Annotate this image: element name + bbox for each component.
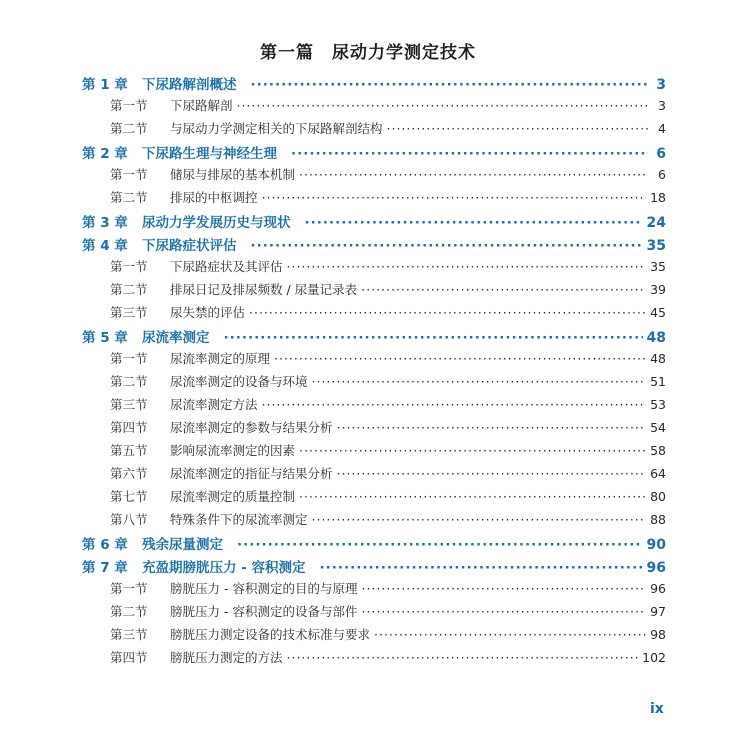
dot-leader <box>237 537 643 553</box>
toc-entry-page: 4 <box>658 121 666 136</box>
toc-entry[interactable] <box>82 441 666 464</box>
dot-leader <box>251 238 643 254</box>
toc-entry-title: 膀胱压力测定的方法 <box>170 650 283 665</box>
toc-entry-number: 第二节 <box>110 282 148 297</box>
toc-entry-title: 储尿与排尿的基本机制 <box>170 167 296 182</box>
toc-entry[interactable] <box>82 73 666 96</box>
toc-entry[interactable] <box>82 395 666 418</box>
toc-entry[interactable] <box>82 464 666 487</box>
dot-leader <box>361 581 646 596</box>
dot-leader <box>299 489 646 504</box>
toc-entry-page: 64 <box>650 466 666 481</box>
toc-entry[interactable] <box>82 556 666 579</box>
toc-entry-number: 第六节 <box>110 466 148 481</box>
toc-entry-title: 排尿日记及排尿频数 / 尿量记录表 <box>170 282 358 297</box>
toc-entry-number: 第五节 <box>110 443 148 458</box>
table-of-contents <box>82 73 666 671</box>
toc-entry-page: 98 <box>650 627 666 642</box>
toc-entry[interactable] <box>82 625 666 648</box>
toc-entry-number: 第 2 章 <box>82 146 128 162</box>
toc-entry-page: 3 <box>656 77 666 93</box>
toc-entry-number: 第二节 <box>110 604 148 619</box>
toc-entry-title: 膀胱压力 - 容积测定的设备与部件 <box>170 604 358 619</box>
toc-entry[interactable] <box>82 510 666 533</box>
toc-entry[interactable] <box>82 372 666 395</box>
dot-leader <box>287 259 647 274</box>
toc-entry[interactable] <box>82 418 666 441</box>
toc-entry-title: 下尿路解剖 <box>170 98 233 113</box>
toc-entry-page: 96 <box>650 581 666 596</box>
part-title: 第一篇 尿动力学测定技术 <box>260 43 476 63</box>
toc-entry-page: 54 <box>650 420 666 435</box>
toc-entry[interactable] <box>82 188 666 211</box>
toc-entry-title: 尿流率测定的质量控制 <box>170 489 296 504</box>
toc-entry-title: 下尿路生理与神经生理 <box>142 146 277 162</box>
toc-entry-page: 6 <box>658 167 666 182</box>
toc-entry-page: 96 <box>646 560 666 576</box>
toc-entry-page: 80 <box>650 489 666 504</box>
toc-entry-page: 6 <box>656 146 666 162</box>
dot-leader <box>291 146 648 162</box>
dot-leader <box>387 121 648 136</box>
toc-entry-page: 18 <box>650 190 666 205</box>
toc-entry-number: 第一节 <box>110 351 148 366</box>
toc-entry[interactable] <box>82 602 666 625</box>
dot-leader <box>262 190 647 205</box>
toc-entry-page: 53 <box>650 397 666 412</box>
toc-entry-number: 第三节 <box>110 627 148 642</box>
toc-entry-number: 第二节 <box>110 374 148 389</box>
toc-entry[interactable] <box>82 579 666 602</box>
toc-entry-page: 45 <box>650 305 666 320</box>
toc-entry-page: 58 <box>650 443 666 458</box>
toc-entry-title: 排尿的中枢调控 <box>170 190 258 205</box>
toc-entry-page: 51 <box>650 374 666 389</box>
toc-entry[interactable] <box>82 533 666 556</box>
toc-entry-title: 尿流率测定的原理 <box>170 351 271 366</box>
toc-entry-page: 102 <box>642 650 666 665</box>
dot-leader <box>361 604 646 619</box>
toc-entry-number: 第 5 章 <box>82 330 128 346</box>
dot-leader <box>237 98 648 113</box>
dot-leader <box>287 650 639 665</box>
toc-entry-title: 膀胱压力 - 容积测定的目的与原理 <box>170 581 358 596</box>
dot-leader <box>262 397 647 412</box>
toc-entry[interactable] <box>82 349 666 372</box>
toc-entry-title: 下尿路解剖概述 <box>142 77 237 93</box>
toc-entry-number: 第 7 章 <box>82 560 128 576</box>
dot-leader <box>305 215 643 231</box>
toc-entry-number: 第一节 <box>110 98 148 113</box>
toc-entry[interactable] <box>82 119 666 142</box>
toc-entry-title: 与尿动力学测定相关的下尿路解剖结构 <box>170 121 383 136</box>
page-number: ix <box>650 701 664 717</box>
dot-leader <box>374 627 646 642</box>
dot-leader <box>251 77 649 93</box>
toc-entry-title: 充盈期膀胱压力 - 容积测定 <box>142 560 306 576</box>
toc-entry-number: 第三节 <box>110 305 148 320</box>
toc-entry[interactable] <box>82 211 666 234</box>
toc-entry-number: 第四节 <box>110 420 148 435</box>
toc-entry-number: 第四节 <box>110 650 148 665</box>
dot-leader <box>312 374 647 389</box>
toc-entry-title: 膀胱压力测定设备的技术标准与要求 <box>170 627 371 642</box>
toc-entry-title: 尿流率测定的指征与结果分析 <box>170 466 333 481</box>
toc-entry[interactable] <box>82 165 666 188</box>
dot-leader <box>337 420 647 435</box>
toc-entry-title: 特殊条件下的尿流率测定 <box>170 512 308 527</box>
toc-entry-number: 第二节 <box>110 121 148 136</box>
toc-entry-page: 97 <box>650 604 666 619</box>
toc-entry-title: 尿流率测定的设备与环境 <box>170 374 308 389</box>
toc-entry-page: 3 <box>658 98 666 113</box>
toc-entry-number: 第七节 <box>110 489 148 504</box>
toc-entry-title: 残余尿量测定 <box>142 537 223 553</box>
toc-entry[interactable] <box>82 487 666 510</box>
toc-entry[interactable] <box>82 257 666 280</box>
toc-entry[interactable] <box>82 280 666 303</box>
toc-entry-page: 39 <box>650 282 666 297</box>
dot-leader <box>312 512 647 527</box>
toc-entry-page: 48 <box>646 330 666 346</box>
toc-entry-number: 第三节 <box>110 397 148 412</box>
toc-entry[interactable] <box>82 96 666 119</box>
dot-leader <box>337 466 647 481</box>
toc-entry[interactable] <box>82 648 666 671</box>
dot-leader <box>224 330 643 346</box>
toc-entry-title: 下尿路症状评估 <box>142 238 237 254</box>
toc-entry[interactable] <box>82 234 666 257</box>
dot-leader <box>299 443 646 458</box>
toc-entry-title: 影响尿流率测定的因素 <box>170 443 296 458</box>
toc-entry-number: 第一节 <box>110 167 148 182</box>
toc-entry-number: 第 4 章 <box>82 238 128 254</box>
toc-entry-page: 24 <box>646 215 666 231</box>
toc-entry[interactable] <box>82 142 666 165</box>
dot-leader <box>249 305 646 320</box>
dot-leader <box>299 167 648 182</box>
toc-entry-number: 第 1 章 <box>82 77 128 93</box>
toc-entry-number: 第二节 <box>110 190 148 205</box>
toc-entry-number: 第一节 <box>110 581 148 596</box>
toc-entry-page: 48 <box>650 351 666 366</box>
toc-entry-title: 尿失禁的评估 <box>170 305 246 320</box>
toc-entry-number: 第 3 章 <box>82 215 128 231</box>
toc-entry-page: 35 <box>650 259 666 274</box>
toc-entry-title: 下尿路症状及其评估 <box>170 259 283 274</box>
toc-entry-page: 88 <box>650 512 666 527</box>
toc-entry[interactable] <box>82 303 666 326</box>
dot-leader <box>274 351 646 366</box>
toc-entry-title: 尿流率测定 <box>142 330 210 346</box>
dot-leader <box>320 560 643 576</box>
toc-entry-page: 35 <box>646 238 666 254</box>
toc-entry-number: 第八节 <box>110 512 148 527</box>
toc-entry-page: 90 <box>646 537 666 553</box>
toc-entry-number: 第 6 章 <box>82 537 128 553</box>
dot-leader <box>361 282 646 297</box>
toc-entry-title: 尿流率测定方法 <box>170 397 258 412</box>
toc-entry-title: 尿流率测定的参数与结果分析 <box>170 420 333 435</box>
toc-entry-title: 尿动力学发展历史与现状 <box>142 215 291 231</box>
toc-entry[interactable] <box>82 326 666 349</box>
toc-entry-number: 第一节 <box>110 259 148 274</box>
